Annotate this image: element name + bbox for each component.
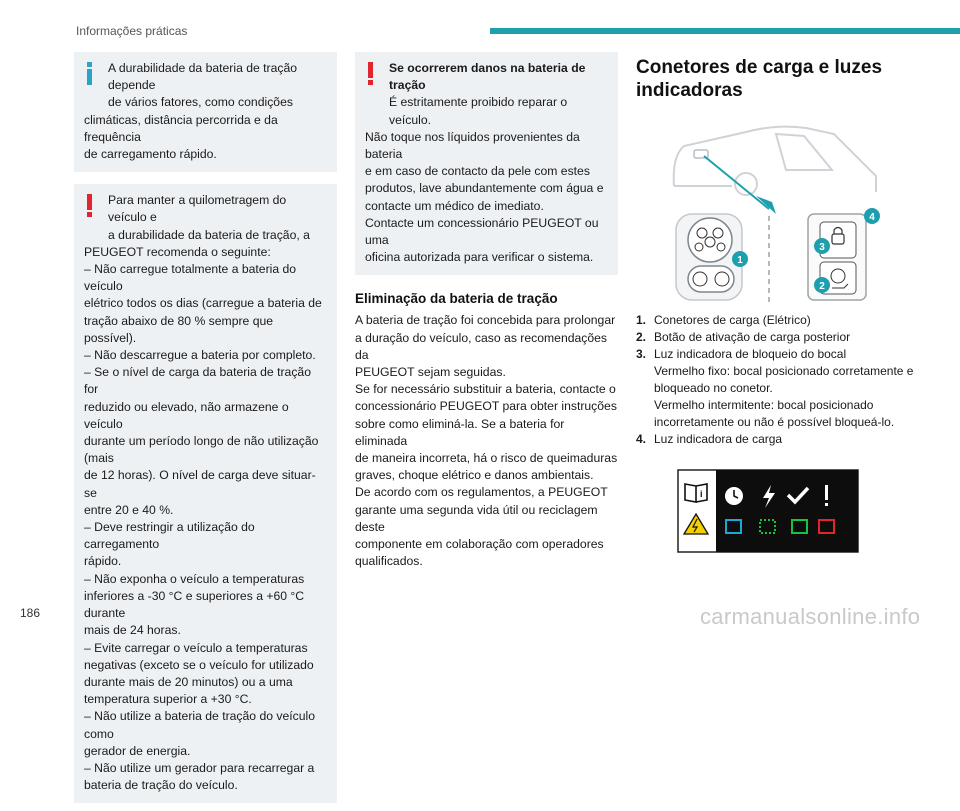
disposal-line: concessionário PEUGEOT para obter instruções [355,399,617,414]
info-icon [86,62,94,85]
charging-socket [676,214,742,300]
legend-item [636,346,916,431]
pointer-line [704,156,769,209]
warning-line: temperatura superior a +30 °C. [84,692,252,707]
legend-item [636,431,916,448]
disposal-line: qualificados. [355,554,423,569]
disposal-line: graves, choque elétrico e danos ambientais. [355,468,594,483]
svg-text:2: 2 [819,281,825,292]
clock-icon [725,487,743,505]
warning-line: entre 20 e 40 %. [84,502,174,517]
warning-line: tração abaixo de 80 % sempre que possível). [84,313,274,345]
info-line: de carregamento rápido. [84,147,217,162]
svg-text:3: 3 [819,242,825,253]
legend-number: 1. [636,313,647,327]
disposal-line: PEUGEOT sejam seguidas. [355,365,506,380]
warning-line: a durabilidade da bateria de tração, a [108,227,310,242]
section-title: Informações práticas [76,24,188,38]
damage-warning-title: Se ocorrerem danos na bateria de tração [389,61,586,93]
legend-number: 3. [636,347,647,361]
warning-line: – Não carregue totalmente a bateria do veículo [84,262,297,294]
header-accent-bar [490,28,960,34]
warning-line: inferiores a -30 °C e superiores a +60 °C durante [84,588,305,621]
warning-line: – Não descarregue a bateria por completo. [84,348,316,363]
legend-text: Botão de ativação de carga posterior [654,330,851,344]
disposal-line: a duração do veículo, caso as recomendações da [355,330,608,362]
charging-diagram-svg [636,116,916,306]
info-line: A durabilidade da bateria de tração depende [108,61,298,93]
column-3 [636,52,916,552]
page-title [636,56,916,102]
warning-line: – Deve restringir a utilização do carregamento [84,520,255,552]
disposal-line: A bateria de tração foi concebida para prolongar [355,313,616,328]
warning-line: – Não exponha o veículo a temperaturas [84,571,305,586]
charging-lights-svg [678,470,858,552]
disposal-heading: Eliminação da bateria de tração [355,291,558,307]
disposal-line: De acordo com os regulamentos, a PEUGEOT [355,485,608,500]
callout-1 [732,251,748,267]
damage-line: Não toque nos líquidos provenientes da bateria [365,129,580,162]
warning-line: durante um período longo de não utilização (mais [84,434,319,466]
damage-line: Contacte um concessionário PEUGEOT ou uma [365,215,599,248]
warning-line: Para manter a quilometragem do veículo e [108,193,287,225]
damage-line: e em caso de contacto da pele com estes [365,164,590,179]
charging-diagram [636,116,916,306]
info-line: de vários fatores, como condições [108,95,293,110]
warning-line: – Evite carregar o veículo a temperaturas [84,640,308,655]
svg-text:4: 4 [869,212,875,223]
damage-line: oficina autorizada para verificar o sistema. [365,250,594,265]
warning-line: – Se o nível de carga da bateria de tração for [84,365,311,397]
warning-line: reduzido ou elevado, não armazene o veículo [84,399,289,431]
info-line: climáticas, distância percorrida e da frequência [84,112,278,144]
column-2 [355,52,618,570]
callout-2 [814,277,830,293]
disposal-line: Se for necessário substituir a bateria, contacte o [355,382,616,397]
damage-line: É estritamente proibido reparar o veículo. [389,95,568,127]
callout-3 [814,238,830,254]
disposal-line: sobre como eliminá-la. Se a bateria for eliminada [355,416,565,448]
warning-line: durante mais de 20 minutos) ou a uma [84,674,293,689]
legend-text: Conetores de carga (Elétrico) [654,313,811,327]
title-line: indicadoras [636,80,743,101]
damage-line: contacte um médico de imediato. [365,198,544,213]
diagram-legend [636,312,916,448]
warning-line: gerador de energia. [84,743,191,758]
legend-text: Luz indicadora de bloqueio do bocal Vermelho fixo: bocal posicionado corretamente e bloqueado no conetor. Vermelho intermitente: bocal posicionado incorretamente ou não é possível bloqueá-lo. [654,347,914,429]
pointer-triangle [756,196,776,214]
legend-item [636,312,916,329]
legend-item [636,329,916,346]
warning-line: mais de 24 horas. [84,623,181,638]
warning-line: bateria de tração do veículo. [84,778,238,793]
charging-lights-panel [678,470,858,552]
warning-icon [86,194,94,217]
warning-box [74,184,337,803]
svg-text:1: 1 [737,255,743,266]
warning-line: rápido. [84,554,122,569]
svg-text:i: i [700,489,703,499]
legend-number: 4. [636,432,647,446]
warning-text [84,192,327,794]
title-line: Conetores de carga e luzes [636,57,883,78]
warning-line: elétrico todos os dias (carregue a bateria de [84,296,322,311]
watermark: carmanualsonline.info [700,604,921,629]
disposal-line: componente em colaboração com operadores [355,537,604,552]
info-box [74,52,337,172]
warning-icon [367,62,375,85]
column-1 [74,52,337,811]
legend-number: 2. [636,330,647,344]
callout-4 [864,208,880,224]
disposal-line: de maneira incorreta, há o risco de queimaduras [355,451,618,466]
warning-line: – Não utilize a bateria de tração do veículo como [84,709,316,741]
damage-warning-box [355,52,618,275]
vehicle-outline [674,127,876,195]
disposal-body [355,312,618,570]
warning-line: – Não utilize um gerador para recarregar a [84,760,315,775]
warning-line: PEUGEOT recomenda o seguinte: [84,244,271,259]
page-number: 186 [20,606,41,620]
disposal-line: garante uma segunda vida útil ou reciclagem deste [355,502,598,534]
damage-line: produtos, lave abundantemente com água e [365,181,604,196]
warning-line: de 12 horas). O nível de carga deve situar-se [84,468,316,500]
warning-line: negativas (exceto se o veículo for utilizado [84,657,314,672]
legend-text: Luz indicadora de carga [654,432,783,446]
